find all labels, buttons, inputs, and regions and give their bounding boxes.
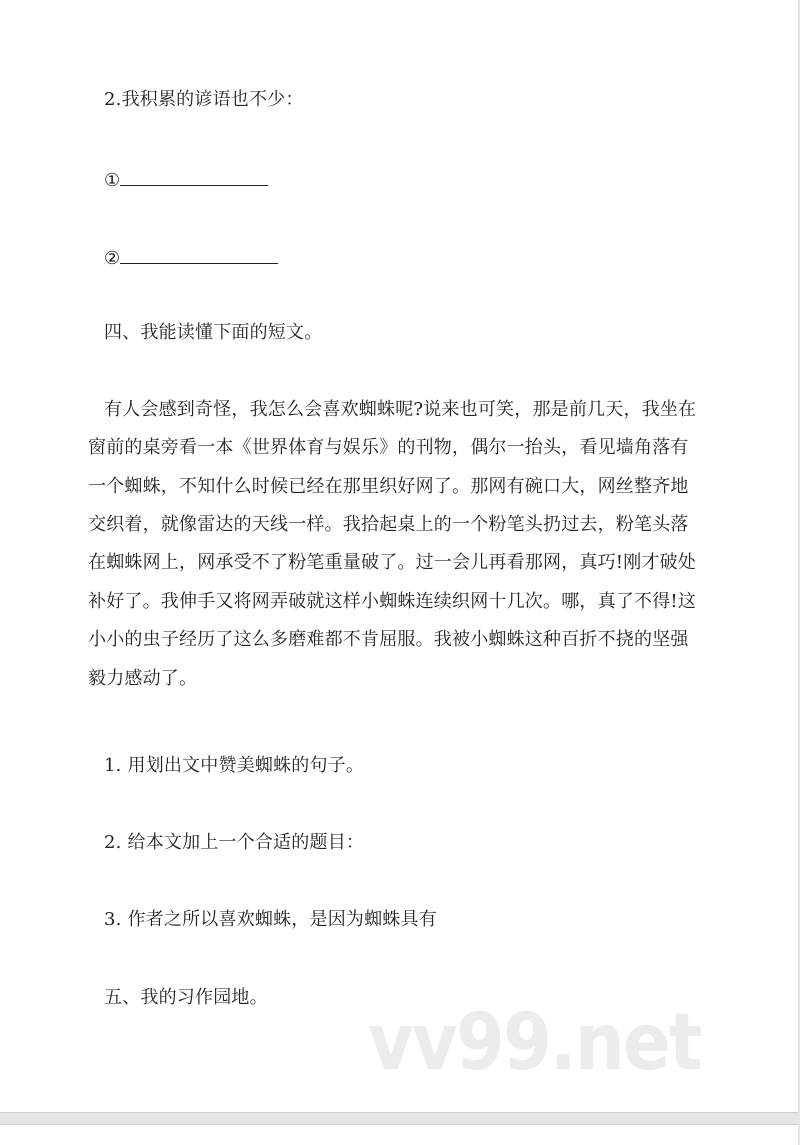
paragraph-line: 一个蜘蛛，不知什么时候已经在那里织好网了。那网有碗口大，网丝整齐地 bbox=[88, 476, 689, 497]
answer-line-1[interactable] bbox=[120, 169, 268, 186]
watermark: vv99.net bbox=[368, 998, 701, 1088]
section-4-heading: 四、我能读懂下面的短文。 bbox=[104, 322, 323, 343]
next-page bbox=[0, 1124, 798, 1145]
paragraph-line: 有人会感到奇怪，我怎么会喜欢蜘蛛呢?说来也可笑，那是前几天，我坐在 bbox=[104, 399, 697, 420]
circled-number-1: ① bbox=[104, 170, 121, 191]
section-5-heading: 五、我的习作园地。 bbox=[104, 987, 268, 1008]
question-2: 2. 给本文加上一个合适的题目： bbox=[104, 832, 365, 853]
paragraph-line: 交织着，就像雷达的天线一样。我拾起桌上的一个粉笔头扔过去，粉笔头落 bbox=[88, 514, 689, 535]
answer-line-2[interactable] bbox=[120, 247, 278, 264]
paragraph-line: 窗前的桌旁看一本《世界体育与娱乐》的刊物，偶尔一抬头，看见墙角落有 bbox=[88, 437, 689, 458]
paragraph-line: 补好了。我伸手又将网弄破就这样小蜘蛛连续织网十几次。哪，真了不得!这 bbox=[88, 591, 697, 612]
question-3: 3. 作者之所以喜欢蜘蛛，是因为蜘蛛具有 bbox=[104, 909, 437, 930]
paragraph-line: 毅力感动了。 bbox=[88, 668, 198, 689]
question-1: 1. 用划出文中赞美蜘蛛的句子。 bbox=[104, 755, 365, 776]
paragraph-line: 在蜘蛛网上，网承受不了粉笔重量破了。过一会儿再看那网，真巧!刚才破处 bbox=[88, 552, 697, 573]
circled-number-2: ② bbox=[104, 248, 121, 269]
proverb-blank-2[interactable] bbox=[104, 247, 278, 270]
proverb-blank-1[interactable] bbox=[104, 169, 268, 192]
paragraph-line: 小小的虫子经历了这么多磨难都不肯屈服。我被小蜘蛛这种百折不挠的坚强 bbox=[88, 629, 689, 650]
proverbs-heading: 2.我积累的谚语也不少： bbox=[104, 89, 304, 110]
